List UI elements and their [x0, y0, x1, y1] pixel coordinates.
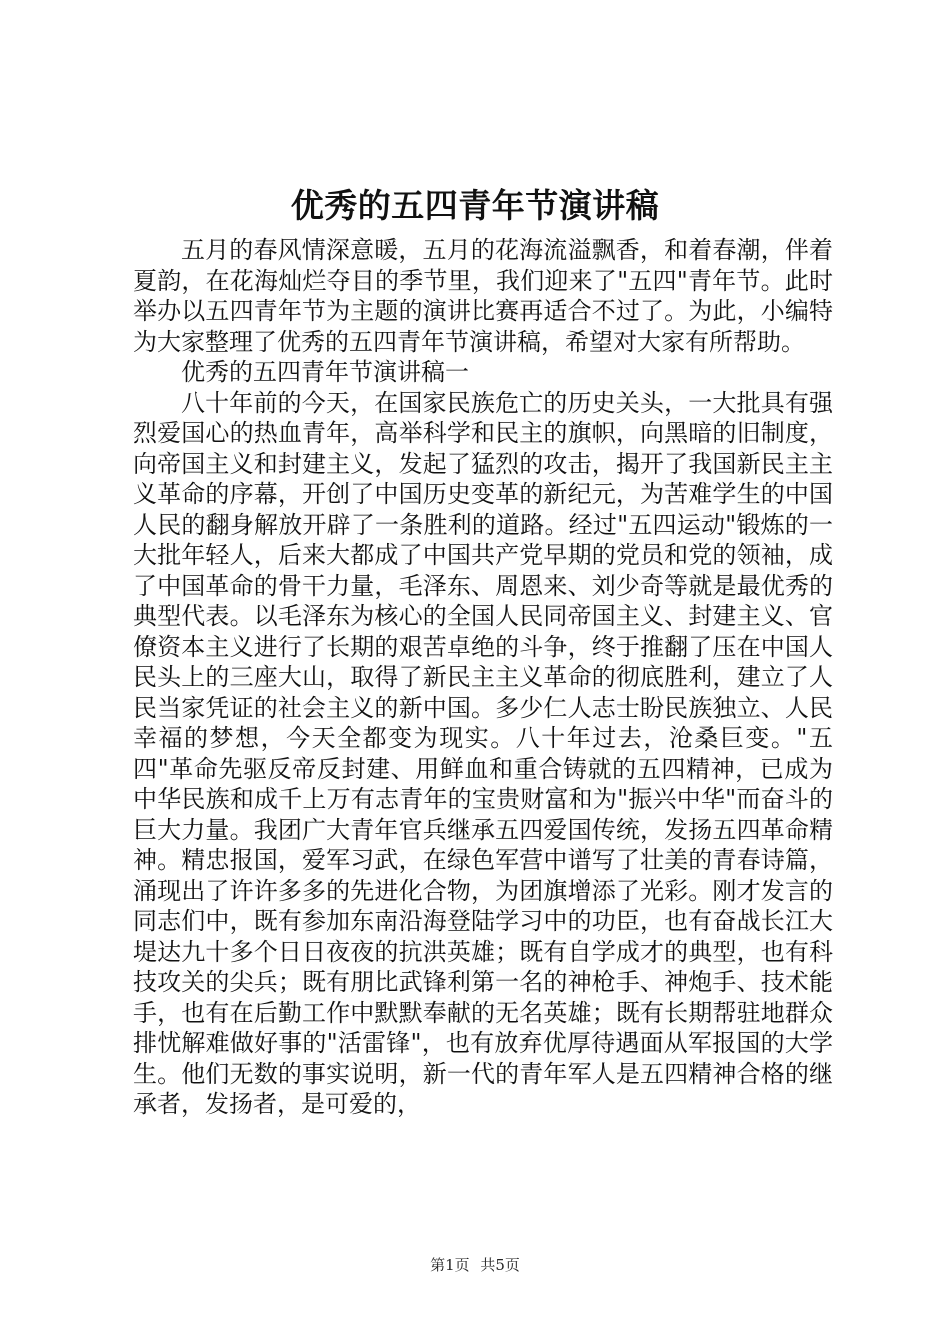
section-heading: 优秀的五四青年节演讲稿一	[181, 358, 469, 386]
page-footer	[0, 1255, 950, 1275]
document-body	[133, 235, 833, 1120]
intro-paragraph: 五月的春风情深意暖，五月的花海流溢飘香，和着春潮，伴着夏韵，在花海灿烂夺目的季节里，我们迎来了"五四"青年节。此时举办以五四青年节为主题的演讲比赛再适合不过了。为此，小编特为大家整理了优秀的五四青年节演讲稿，希望对大家有所帮助。	[133, 236, 833, 356]
page-number: 第1页	[430, 1256, 470, 1274]
speech-paragraph: 八十年前的今天，在国家民族危亡的历史关头，一大批具有强烈爱国心的热血青年，高举科学和民主的旗帜，向黑暗的旧制度，向帝国主义和封建主义，发起了猛烈的攻击，揭开了我国新民主主义革命的序幕，开创了中国历史变革的新纪元，为苦难学生的中国人民的翻身解放开辟了一条胜利的道路。经过"五四运动"锻炼的一大批年轻人，后来大都成了中国共产党早期的党员和党的领袖，成了中国革命的骨干力量，毛泽东、周恩来、刘少奇等就是最优秀的典型代表。以毛泽东为核心的全国人民同帝国主义、封建主义、官僚资本主义进行了长期的艰苦卓绝的斗争，终于推翻了压在中国人民头上的三座大山，取得了新民主主义革命的彻底胜利，建立了人民当家凭证的社会主义的新中国。多少仁人志士盼民族独立、人民幸福的梦想，今天全都变为现实。八十年过去，沧桑巨变。"五四"革命先驱反帝反封建、用鲜血和重合铸就的五四精神，已成为中华民族和成千上万有志青年的宝贵财富和为"振兴中华"而奋斗的巨大力量。我团广大青年官兵继承五四爱国传统，发扬五四革命精神。精忠报国，爱军习武，在绿色军营中谱写了壮美的青春诗篇，涌现出了许许多多的先进化合物，为团旗增添了光彩。刚才发言的同志们中，既有参加东南沿海登陆学习中的功臣，也有奋战长江大堤达九十多个日日夜夜的抗洪英雄；既有自学成才的典型，也有科技攻关的尖兵；既有朋比武锋利第一名的神枪手、神炮手、技术能手，也有在后勤工作中默默奉献的无名英雄；既有长期帮驻地群众排忧解难做好事的"活雷锋"，也有放弃优厚待遇面从军报国的大学生。他们无数的事实说明，新一代的青年军人是五四精神合格的继承者，发扬者，是可爱的，	[133, 388, 833, 1118]
page-total: 共5页	[480, 1256, 520, 1274]
document-title: 优秀的五四青年节演讲稿	[290, 186, 660, 225]
